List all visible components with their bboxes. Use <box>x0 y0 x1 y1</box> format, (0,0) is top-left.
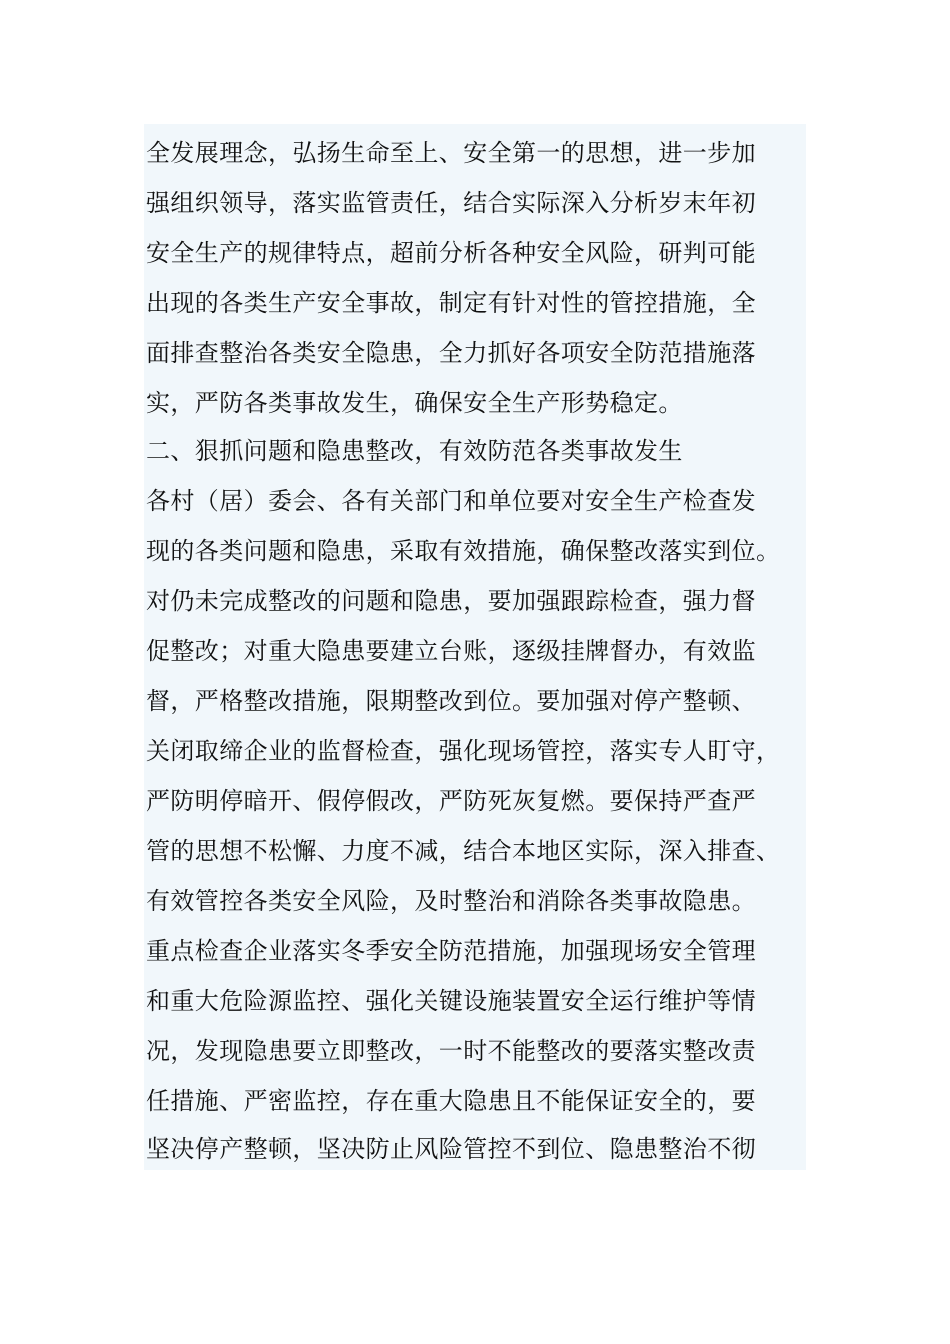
text-line: 重点检查企业落实冬季安全防范措施，加强现场安全管理 <box>146 937 756 965</box>
text-line: 关闭取缔企业的监督检查，强化现场管控，落实专人盯守， <box>146 737 781 765</box>
text-line: 对仍未完成整改的问题和隐患，要加强跟踪检查，强力督 <box>146 587 756 615</box>
text-line: 坚决停产整顿，坚决防止风险管控不到位、隐患整治不彻 <box>146 1135 756 1163</box>
text-line: 严防明停暗开、假停假改，严防死灰复燃。要保持严查严 <box>146 787 756 815</box>
text-line: 任措施、严密监控，存在重大隐患且不能保证安全的，要 <box>146 1087 756 1115</box>
text-line: 有效管控各类安全风险，及时整治和消除各类事故隐患。 <box>146 887 756 915</box>
text-block <box>144 124 806 1170</box>
text-line: 况，发现隐患要立即整改，一时不能整改的要落实整改责 <box>146 1037 756 1065</box>
text-line: 出现的各类生产安全事故，制定有针对性的管控措施，全 <box>146 289 756 317</box>
text-line: 全发展理念，弘扬生命至上、安全第一的思想，进一步加 <box>146 139 756 167</box>
text-line: 强组织领导，落实监管责任，结合实际深入分析岁末年初 <box>146 189 756 217</box>
section-heading: 二、狠抓问题和隐患整改，有效防范各类事故发生 <box>146 437 683 465</box>
text-line: 各村（居）委会、各有关部门和单位要对安全生产检查发 <box>146 487 756 515</box>
text-line: 安全生产的规律特点，超前分析各种安全风险，研判可能 <box>146 239 756 267</box>
text-line: 管的思想不松懈、力度不减，结合本地区实际，深入排查、 <box>146 837 781 865</box>
text-line: 和重大危险源监控、强化关键设施装置安全运行维护等情 <box>146 987 756 1015</box>
text-line: 督，严格整改措施，限期整改到位。要加强对停产整顿、 <box>146 687 756 715</box>
text-line: 促整改；对重大隐患要建立台账，逐级挂牌督办，有效监 <box>146 637 756 665</box>
text-line: 现的各类问题和隐患，采取有效措施，确保整改落实到位。 <box>146 537 781 565</box>
text-line: 实，严防各类事故发生，确保安全生产形势稳定。 <box>146 389 683 417</box>
text-line: 面排查整治各类安全隐患，全力抓好各项安全防范措施落 <box>146 339 756 367</box>
